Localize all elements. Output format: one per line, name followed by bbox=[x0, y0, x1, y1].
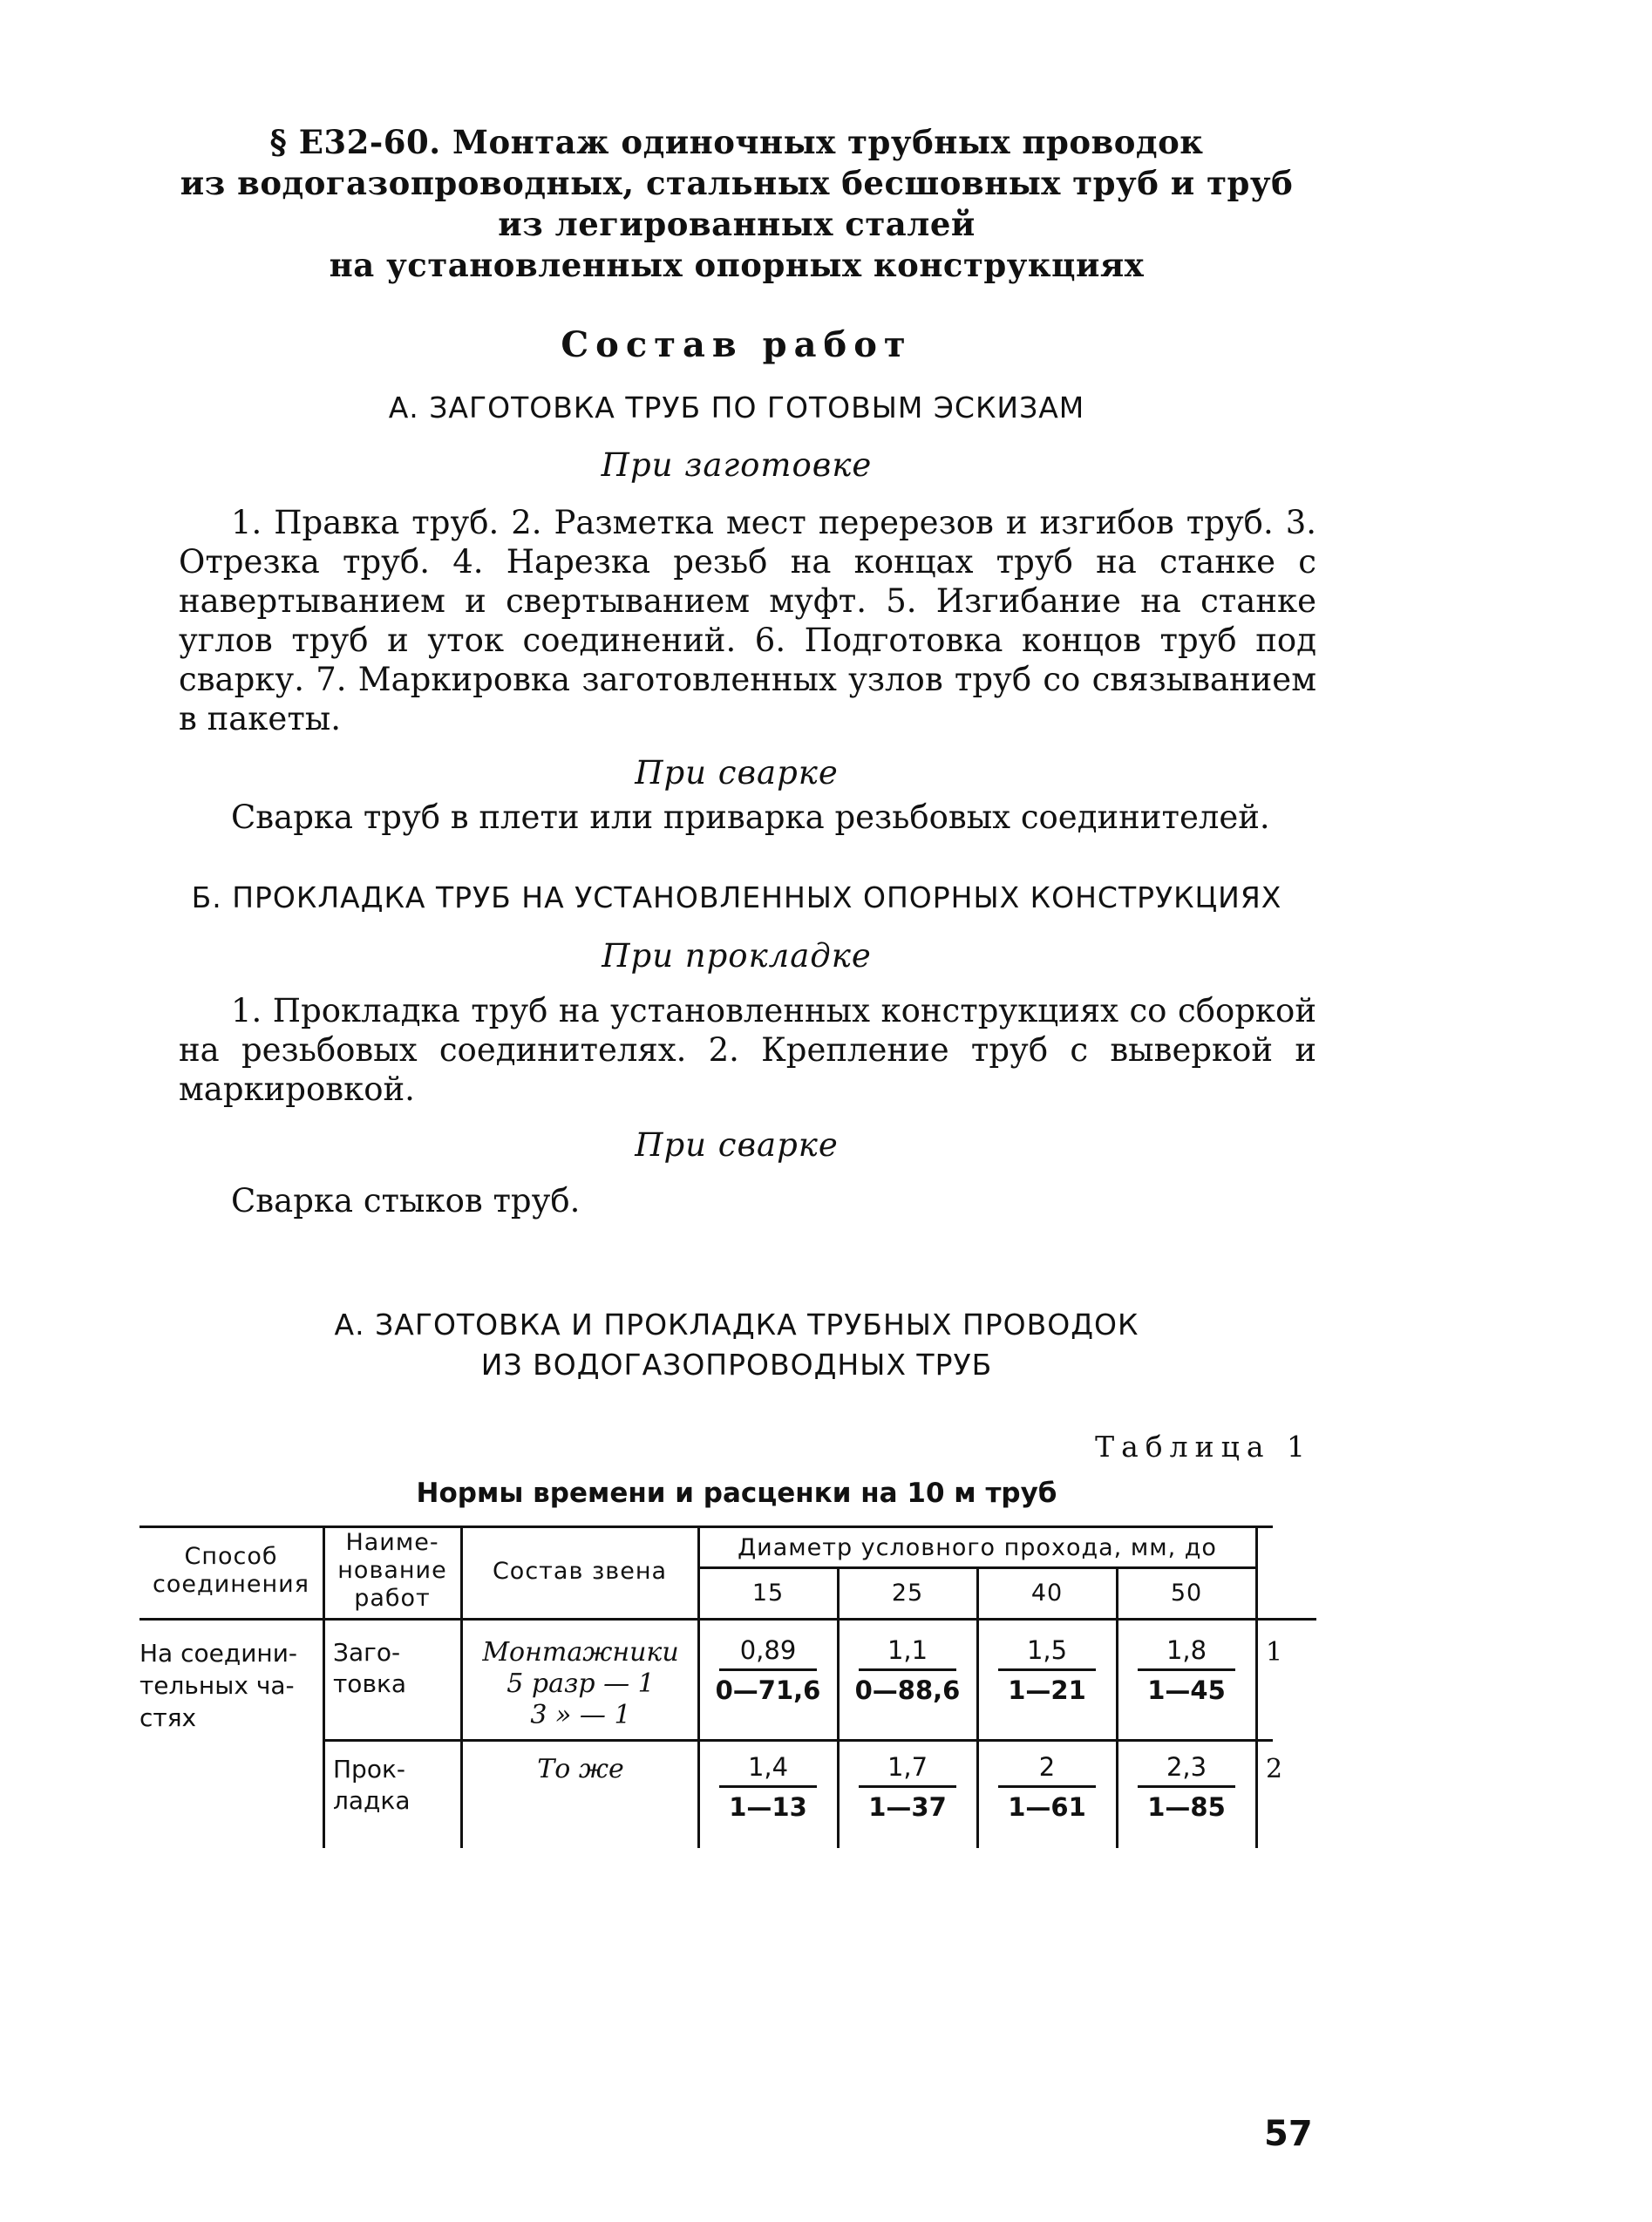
section2-title-line1: А. ЗАГОТОВКА И ПРОКЛАДКА ТРУБНЫХ ПРОВОДОК bbox=[334, 1308, 1139, 1342]
header-bottom-rule bbox=[139, 1618, 1316, 1621]
heading-line: § Е32-60. Монтаж одиночных трубных проводок bbox=[269, 123, 1204, 161]
column-rule bbox=[837, 1566, 840, 1848]
header-d40: 40 bbox=[1030, 1580, 1064, 1607]
section-a-subtitle-welding: При сварке bbox=[635, 754, 839, 792]
column-rule bbox=[976, 1566, 979, 1848]
row-separator-rule bbox=[323, 1739, 1273, 1742]
header-diameter: Диаметр условного прохода, мм, до bbox=[738, 1534, 1217, 1561]
row2-value-d15: 1,4 1—13 bbox=[703, 1752, 833, 1821]
section-a-title: А. ЗАГОТОВКА ТРУБ ПО ГОТОВЫМ ЭСКИЗАМ bbox=[388, 391, 1085, 425]
row1-value-d15: 0,89 0—71,6 bbox=[715, 1635, 821, 1705]
header-crew: Состав звена bbox=[492, 1558, 668, 1585]
row1-number: 1 bbox=[1266, 1637, 1283, 1668]
section-b-subtitle-laying: При прокладке bbox=[602, 937, 872, 975]
header-d25: 25 bbox=[891, 1580, 924, 1607]
heading-line: из водогазопроводных, стальных бесшовных труб и труб bbox=[180, 164, 1294, 202]
page-number: 57 bbox=[1264, 2114, 1313, 2154]
section-a-subtitle-preparation: При заготовке bbox=[601, 446, 873, 484]
header-d50: 50 bbox=[1170, 1580, 1203, 1607]
column-rule bbox=[1255, 1526, 1258, 1848]
section-b-laying-text: 1. Прокладка труб на установленных конструкциях со сборкой на резьбовых соединителях. 2. Крепление труб с выверкой и маркировкой. bbox=[179, 992, 1316, 1108]
section-a-preparation-text: 1. Правка труб. 2. Разметка мест перерезов и изгибов труб. 3. Отрезка труб. 4. Нарезка резьб на концах труб на станке с навертыванием и свертыванием муфт. 5. Изгибание на станке углов труб и уток соединений. 6. Подготовка концов труб под сварку. 7. Маркировка заготовленных узлов труб со связыванием в пакеты. bbox=[179, 504, 1316, 737]
heading-line: на установленных опорных конструкциях bbox=[329, 246, 1145, 284]
works-title: Состав работ bbox=[561, 324, 913, 365]
row2-value-d40: 2 1—61 bbox=[982, 1752, 1112, 1821]
table-top-rule bbox=[139, 1526, 1273, 1528]
section-b-subtitle-welding: При сварке bbox=[635, 1126, 839, 1164]
row1-crew: Монтажники 5 разр — 1 3 » — 1 bbox=[482, 1637, 679, 1730]
row2-number: 2 bbox=[1266, 1754, 1283, 1784]
header-work-name: Наиме- нование работ bbox=[337, 1529, 447, 1612]
row2-value-d50: 2,3 1—85 bbox=[1121, 1752, 1252, 1821]
section-b-welding-text: Сварка стыков труб. bbox=[231, 1182, 581, 1220]
row1-value-d25: 1,1 0—88,6 bbox=[854, 1635, 961, 1705]
table-caption: Нормы времени и расценки на 10 м труб bbox=[416, 1478, 1057, 1509]
row1-work-name: Заго- товка bbox=[333, 1638, 407, 1698]
header-d15: 15 bbox=[751, 1580, 785, 1607]
row2-work-name: Прок- ладка bbox=[333, 1755, 411, 1815]
section-a-welding-text: Сварка труб в плети или приварка резьбовых соединителей. bbox=[231, 798, 1270, 836]
column-rule bbox=[697, 1526, 700, 1848]
section2-title-line2: ИЗ ВОДОГАЗОПРОВОДНЫХ ТРУБ bbox=[480, 1348, 993, 1382]
column-rule bbox=[1116, 1566, 1118, 1848]
method-cell: На соедини- тельных ча- стях bbox=[139, 1639, 298, 1732]
header-method: Способ соединения bbox=[153, 1543, 309, 1598]
table-label: Таблица 1 bbox=[1095, 1430, 1312, 1464]
row1-value-d40: 1,5 1—21 bbox=[982, 1635, 1112, 1704]
row1-value-d50: 1,8 1—45 bbox=[1121, 1635, 1252, 1704]
section-heading bbox=[174, 122, 1299, 286]
row2-crew: То же bbox=[537, 1754, 624, 1784]
norms-table bbox=[139, 1526, 1316, 1848]
section-b-title: Б. ПРОКЛАДКА ТРУБ НА УСТАНОВЛЕННЫХ ОПОРНЫХ КОНСТРУКЦИЯХ bbox=[191, 880, 1282, 914]
heading-line: из легированных сталей bbox=[498, 205, 976, 243]
row2-value-d25: 1,7 1—37 bbox=[842, 1752, 973, 1821]
